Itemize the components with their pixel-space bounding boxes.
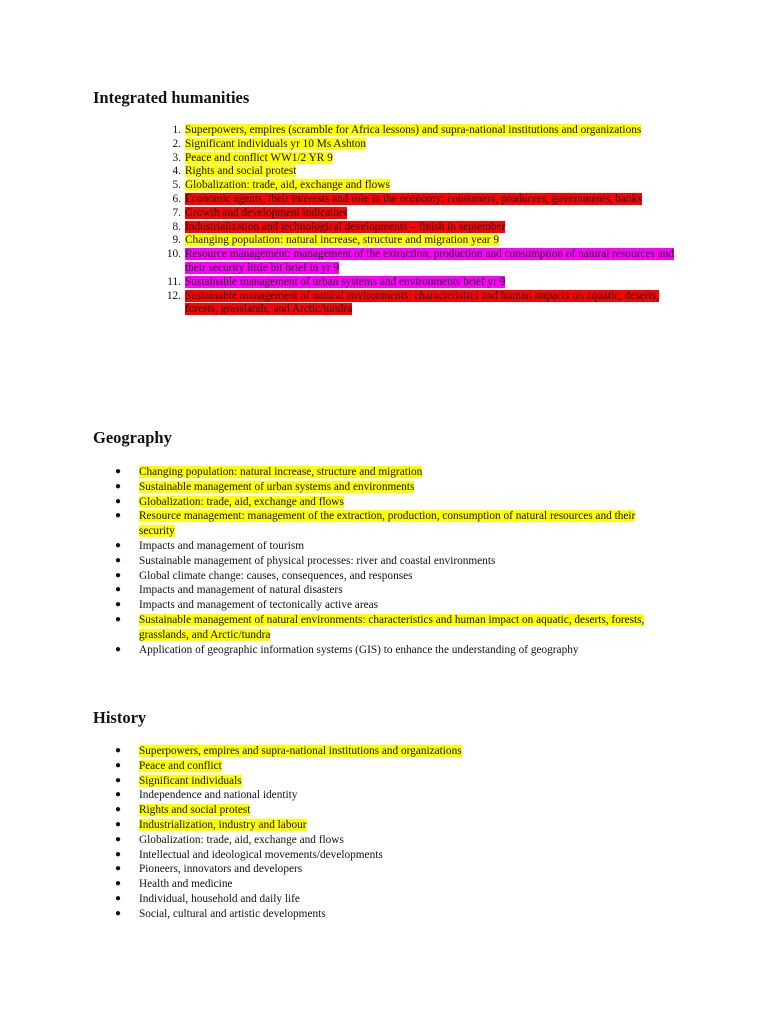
list-item-text: Intellectual and ideological movements/developments	[139, 848, 383, 861]
list-item	[0, 124, 675, 138]
list-item	[0, 803, 659, 818]
geography-list	[0, 465, 659, 657]
list-item-number: 10.	[166, 248, 181, 261]
list-item	[0, 221, 675, 235]
bullet-icon: ●	[115, 833, 122, 845]
list-item-text: Superpowers, empires (scramble for Africa lessons) and supra-national institutions and organizations	[185, 124, 642, 136]
list-item	[0, 234, 675, 248]
list-item	[0, 877, 659, 892]
bullet-icon: ●	[115, 759, 122, 771]
list-item	[0, 583, 659, 598]
list-item	[0, 759, 659, 774]
list-item-text: Changing population: natural increase, structure and migration	[139, 466, 423, 478]
list-item-text: Pioneers, innovators and developers	[139, 863, 303, 876]
list-item	[0, 152, 675, 166]
list-item-text: Independence and national identity	[139, 789, 298, 802]
list-item	[0, 495, 659, 510]
list-item-text: Rights and social protest	[139, 804, 251, 817]
list-item-number: 9.	[172, 234, 181, 247]
bullet-icon: ●	[115, 789, 122, 801]
list-item	[0, 818, 659, 833]
list-item-text: Sustainable management of natural environments: characteristics and human impacts on aquatic, deserts, forests, grasslands, and Arctic/tundra	[185, 289, 660, 316]
list-item-text: Economic agents, their interests and role in the economy: consumers, producers, governments, banks	[185, 192, 642, 205]
list-item	[0, 862, 659, 877]
bullet-icon: ●	[115, 599, 122, 611]
bullet-icon: ●	[115, 774, 122, 786]
list-item-text: Application of geographic information systems (GIS) to enhance the understanding of geography	[139, 643, 579, 656]
bullet-icon: ●	[115, 466, 122, 477]
list-item-text: Significant individuals yr 10 Ms Ashton	[185, 137, 367, 150]
bullet-icon: ●	[115, 907, 122, 919]
list-item	[0, 788, 659, 803]
list-item	[0, 509, 659, 539]
bullet-icon: ●	[115, 804, 122, 816]
bullet-icon: ●	[115, 584, 122, 596]
list-item-text: Sustainable management of urban systems and environments brief yr 9	[185, 275, 506, 288]
history-heading: History	[93, 708, 147, 727]
list-item-number: 6.	[172, 192, 181, 205]
bullet-icon: ●	[115, 818, 122, 830]
history-list	[0, 744, 659, 922]
list-item	[0, 207, 675, 221]
list-item	[0, 569, 659, 584]
list-item-text: Impacts and management of tectonically active areas	[139, 599, 379, 612]
list-item-text: Peace and conflict WW1/2 YR 9	[185, 151, 333, 164]
list-item-text: Sustainable management of urban systems and environments	[139, 480, 415, 493]
list-item-text: Sustainable management of natural environments: characteristics and human impact on aquatic, deserts, forests, grasslands, and Arctic/tundra	[139, 613, 645, 641]
bullet-icon: ●	[115, 863, 122, 875]
list-item	[0, 774, 659, 789]
list-item-text: Superpowers, empires and supra-national institutions and organizations	[139, 745, 462, 757]
list-item-text: Growth and development indicators	[185, 206, 348, 219]
list-item	[0, 248, 675, 276]
list-item-text: Rights and social protest	[185, 165, 297, 178]
list-item	[0, 480, 659, 495]
list-item-text: Resource management: management of the extraction, production, consumption of natural resources and their security	[139, 510, 636, 538]
list-item-text: Industrialization and technological developments – finish in september	[185, 220, 506, 233]
list-item-text: Individual, household and daily life	[139, 892, 300, 905]
list-item	[0, 598, 659, 613]
bullet-icon: ●	[115, 480, 122, 492]
list-item	[0, 179, 675, 193]
list-item-text: Peace and conflict	[139, 759, 222, 772]
list-item-number: 3.	[172, 151, 181, 164]
list-item	[0, 892, 659, 907]
list-item-number: 7.	[172, 206, 181, 219]
bullet-icon: ●	[115, 554, 122, 566]
list-item-text: Globalization: trade, aid, exchange and flows	[185, 179, 390, 192]
list-item	[0, 193, 675, 207]
list-item-text: Impacts and management of natural disasters	[139, 584, 343, 597]
list-item-number: 5.	[172, 179, 181, 192]
list-item-text: Impacts and management of tourism	[139, 539, 305, 552]
list-item-number: 2.	[172, 137, 181, 150]
list-item-number: 11.	[167, 275, 181, 288]
integrated-humanities-list	[0, 124, 675, 317]
list-item-text: Significant individuals	[139, 774, 242, 787]
bullet-icon: ●	[115, 878, 122, 890]
bullet-icon: ●	[115, 510, 122, 522]
bullet-icon: ●	[115, 892, 122, 904]
list-item-text: Global climate change: causes, consequences, and responses	[139, 569, 413, 582]
integrated-humanities-heading: Integrated humanities	[93, 88, 250, 107]
list-item-text: Health and medicine	[139, 878, 233, 891]
list-item-text: Industrialization, industry and labour	[139, 818, 307, 831]
list-item-text: Changing population: natural increase, structure and migration year 9	[185, 234, 500, 247]
geography-heading: Geography	[93, 428, 172, 447]
bullet-icon: ●	[115, 569, 122, 581]
list-item	[0, 290, 675, 318]
bullet-icon: ●	[115, 539, 122, 551]
list-item-text: Resource management: management of the extraction, production and consumption of natural resources and their security little bit brief in yr 9	[185, 248, 675, 274]
list-item-number: 12.	[166, 289, 181, 302]
list-item-number: 1.	[172, 124, 181, 136]
bullet-icon: ●	[115, 613, 122, 625]
list-item-number: 8.	[172, 220, 181, 233]
bullet-icon: ●	[115, 848, 122, 860]
list-item-text: Globalization: trade, aid, exchange and flows	[139, 833, 344, 846]
list-item	[0, 907, 659, 922]
list-item	[0, 138, 675, 152]
list-item	[0, 539, 659, 554]
list-item	[0, 165, 675, 179]
list-item	[0, 554, 659, 569]
list-item-number: 4.	[172, 165, 181, 178]
list-item	[0, 465, 659, 480]
list-item	[0, 613, 659, 643]
list-item-text: Sustainable management of physical processes: river and coastal environments	[139, 554, 496, 567]
list-item	[0, 276, 675, 290]
list-item	[0, 848, 659, 863]
list-item-text: Globalization: trade, aid, exchange and flows	[139, 495, 344, 508]
bullet-icon: ●	[115, 745, 122, 756]
list-item	[0, 643, 659, 658]
bullet-icon: ●	[115, 495, 122, 507]
list-item	[0, 833, 659, 848]
list-item	[0, 744, 659, 759]
bullet-icon: ●	[115, 643, 122, 655]
list-item-text: Social, cultural and artistic developments	[139, 907, 326, 920]
